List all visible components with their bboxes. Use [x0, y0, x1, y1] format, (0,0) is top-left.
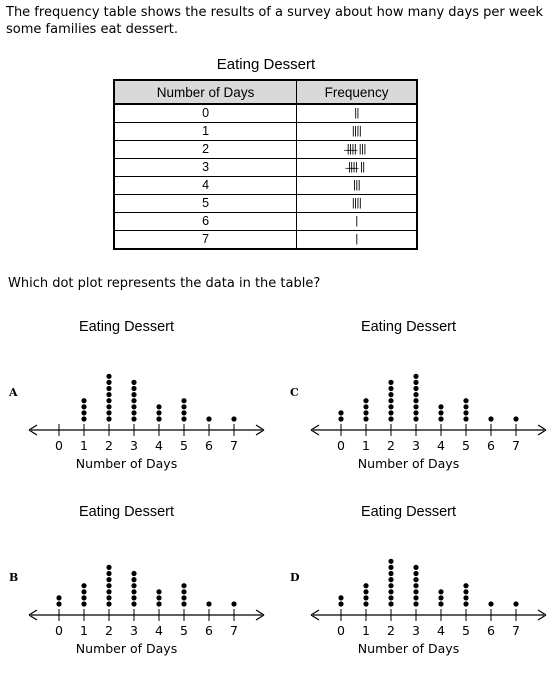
tick-label: 5 — [180, 623, 188, 638]
data-dot — [206, 416, 211, 421]
table-row — [114, 213, 417, 231]
data-dot — [438, 601, 443, 606]
data-dot — [106, 374, 111, 379]
data-dot — [131, 386, 136, 391]
data-dot — [463, 601, 468, 606]
table-row — [114, 104, 417, 123]
tick-label: 3 — [130, 438, 138, 453]
tick-label: 4 — [437, 623, 445, 638]
tick-label: 7 — [512, 438, 520, 453]
data-dot — [181, 589, 186, 594]
tick-label: 7 — [512, 623, 520, 638]
tick-label: 0 — [55, 623, 63, 638]
table-row — [114, 177, 417, 195]
data-dot — [131, 392, 136, 397]
data-dot — [388, 410, 393, 415]
tally-cell: | — [297, 213, 417, 231]
question-text: Which dot plot represents the data in the table? — [8, 276, 321, 291]
data-dot — [106, 577, 111, 582]
data-dot — [156, 410, 161, 415]
data-dot — [106, 583, 111, 588]
data-dot — [388, 386, 393, 391]
data-dot — [438, 410, 443, 415]
data-dot — [338, 595, 343, 600]
data-dot — [231, 416, 236, 421]
tick-label: 3 — [130, 623, 138, 638]
data-dot — [106, 565, 111, 570]
data-dot — [463, 583, 468, 588]
data-dot — [131, 404, 136, 409]
plot-xlabel: Number of Days — [357, 456, 460, 471]
data-dot — [413, 565, 418, 570]
tick-label: 6 — [487, 438, 495, 453]
data-dot — [363, 416, 368, 421]
data-dot — [131, 380, 136, 385]
tick-label: 0 — [55, 438, 63, 453]
option-letter-c: C — [290, 386, 299, 399]
option-letter-a: A — [9, 386, 18, 399]
data-dot — [156, 416, 161, 421]
plot-title: Eating Dessert — [360, 319, 457, 335]
data-dot — [231, 601, 236, 606]
data-dot — [413, 380, 418, 385]
plot-xlabel: Number of Days — [75, 456, 178, 471]
tick-label: 2 — [105, 623, 113, 638]
data-dot — [131, 410, 136, 415]
tick-label: 6 — [205, 438, 213, 453]
plot-title: Eating Dessert — [78, 504, 175, 520]
plot-xlabel: Number of Days — [75, 641, 178, 656]
tick-label: 0 — [337, 438, 345, 453]
tick-label: 4 — [155, 623, 163, 638]
data-dot — [463, 410, 468, 415]
dot-plot-d[interactable] — [302, 501, 553, 671]
tick-label: 3 — [412, 623, 420, 638]
data-dot — [56, 595, 61, 600]
data-dot — [513, 416, 518, 421]
data-dot — [181, 601, 186, 606]
tick-label: 6 — [205, 623, 213, 638]
table-row — [114, 195, 417, 213]
data-dot — [413, 386, 418, 391]
data-dot — [363, 410, 368, 415]
data-dot — [106, 404, 111, 409]
data-dot — [413, 404, 418, 409]
days-cell: 0 — [114, 104, 297, 123]
data-dot — [463, 416, 468, 421]
data-dot — [388, 565, 393, 570]
data-dot — [106, 410, 111, 415]
data-dot — [131, 583, 136, 588]
data-dot — [413, 577, 418, 582]
dot-plot-c[interactable] — [302, 316, 553, 486]
data-dot — [106, 380, 111, 385]
dot-plot-svg — [20, 501, 280, 671]
days-cell: 2 — [114, 141, 297, 159]
data-dot — [413, 595, 418, 600]
data-dot — [206, 601, 211, 606]
table-title: Eating Dessert — [216, 56, 316, 73]
data-dot — [338, 601, 343, 606]
data-dot — [388, 583, 393, 588]
data-dot — [388, 398, 393, 403]
data-dot — [81, 416, 86, 421]
data-dot — [463, 404, 468, 409]
data-dot — [463, 398, 468, 403]
tick-label: 2 — [387, 438, 395, 453]
data-dot — [156, 595, 161, 600]
data-dot — [81, 601, 86, 606]
data-dot — [513, 601, 518, 606]
data-dot — [438, 595, 443, 600]
data-dot — [131, 577, 136, 582]
data-dot — [363, 589, 368, 594]
tick-label: 4 — [437, 438, 445, 453]
data-dot — [388, 589, 393, 594]
header-frequency: Frequency — [297, 80, 417, 104]
tally-cell: |||| — [297, 195, 417, 213]
intro-text: The frequency table shows the results of a survey about how many days per week some families eat dessert. — [6, 5, 543, 37]
tick-label: 2 — [387, 623, 395, 638]
days-cell: 6 — [114, 213, 297, 231]
tick-label: 5 — [462, 623, 470, 638]
data-dot — [413, 583, 418, 588]
data-dot — [338, 416, 343, 421]
data-dot — [181, 404, 186, 409]
data-dot — [388, 571, 393, 576]
data-dot — [463, 589, 468, 594]
data-dot — [156, 404, 161, 409]
data-dot — [106, 589, 111, 594]
tick-label: 2 — [105, 438, 113, 453]
plot-title: Eating Dessert — [78, 319, 175, 335]
dot-plot-svg — [302, 316, 553, 486]
data-dot — [81, 410, 86, 415]
tick-label: 7 — [230, 438, 238, 453]
data-dot — [413, 374, 418, 379]
data-dot — [106, 595, 111, 600]
tally-cell: ̶|̶|̶|̶| ||| — [297, 141, 417, 159]
frequency-table — [113, 79, 418, 250]
data-dot — [81, 583, 86, 588]
plot-xlabel: Number of Days — [357, 641, 460, 656]
data-dot — [106, 571, 111, 576]
data-dot — [363, 595, 368, 600]
days-cell: 1 — [114, 123, 297, 141]
data-dot — [488, 416, 493, 421]
data-dot — [388, 577, 393, 582]
data-dot — [413, 601, 418, 606]
data-dot — [388, 380, 393, 385]
data-dot — [438, 416, 443, 421]
data-dot — [413, 392, 418, 397]
data-dot — [413, 589, 418, 594]
data-dot — [131, 595, 136, 600]
tick-label: 1 — [362, 623, 370, 638]
data-dot — [106, 398, 111, 403]
plot-title: Eating Dessert — [360, 504, 457, 520]
tick-label: 0 — [337, 623, 345, 638]
days-cell: 5 — [114, 195, 297, 213]
option-letter-d: D — [290, 571, 300, 584]
data-dot — [156, 601, 161, 606]
data-dot — [438, 404, 443, 409]
table-row — [114, 141, 417, 159]
data-dot — [388, 559, 393, 564]
tick-label: 3 — [412, 438, 420, 453]
dot-plot-b[interactable] — [20, 501, 280, 671]
tally-cell: ||| — [297, 177, 417, 195]
data-dot — [131, 601, 136, 606]
table-row — [114, 231, 417, 250]
data-dot — [181, 583, 186, 588]
data-dot — [131, 589, 136, 594]
data-dot — [413, 571, 418, 576]
tally-cell: |||| — [297, 123, 417, 141]
days-cell: 3 — [114, 159, 297, 177]
dot-plot-svg — [20, 316, 280, 486]
table-row — [114, 159, 417, 177]
data-dot — [131, 398, 136, 403]
tick-label: 4 — [155, 438, 163, 453]
data-dot — [81, 589, 86, 594]
table-row — [114, 123, 417, 141]
data-dot — [181, 410, 186, 415]
data-dot — [463, 595, 468, 600]
data-dot — [388, 601, 393, 606]
tally-cell: ̶|̶|̶|̶| || — [297, 159, 417, 177]
option-letter-b: B — [9, 571, 19, 584]
data-dot — [156, 589, 161, 594]
tick-label: 1 — [362, 438, 370, 453]
data-dot — [338, 410, 343, 415]
data-dot — [106, 601, 111, 606]
data-dot — [413, 398, 418, 403]
data-dot — [363, 404, 368, 409]
data-dot — [363, 601, 368, 606]
dot-plot-svg — [302, 501, 553, 671]
tally-cell: | — [297, 231, 417, 250]
days-cell: 7 — [114, 231, 297, 250]
data-dot — [488, 601, 493, 606]
dot-plot-a[interactable] — [20, 316, 280, 486]
tick-label: 7 — [230, 623, 238, 638]
tick-label: 5 — [180, 438, 188, 453]
data-dot — [181, 416, 186, 421]
data-dot — [181, 398, 186, 403]
data-dot — [131, 416, 136, 421]
data-dot — [438, 589, 443, 594]
data-dot — [106, 386, 111, 391]
data-dot — [131, 571, 136, 576]
tally-cell: || — [297, 104, 417, 123]
data-dot — [388, 404, 393, 409]
data-dot — [388, 416, 393, 421]
data-dot — [388, 595, 393, 600]
days-cell: 4 — [114, 177, 297, 195]
data-dot — [106, 392, 111, 397]
header-number-of-days: Number of Days — [114, 80, 297, 104]
data-dot — [413, 410, 418, 415]
data-dot — [81, 595, 86, 600]
data-dot — [388, 392, 393, 397]
data-dot — [106, 416, 111, 421]
tick-label: 1 — [80, 438, 88, 453]
data-dot — [81, 398, 86, 403]
data-dot — [363, 583, 368, 588]
data-dot — [56, 601, 61, 606]
data-dot — [81, 404, 86, 409]
tick-label: 6 — [487, 623, 495, 638]
data-dot — [181, 595, 186, 600]
tick-label: 5 — [462, 438, 470, 453]
tick-label: 1 — [80, 623, 88, 638]
data-dot — [413, 416, 418, 421]
data-dot — [363, 398, 368, 403]
